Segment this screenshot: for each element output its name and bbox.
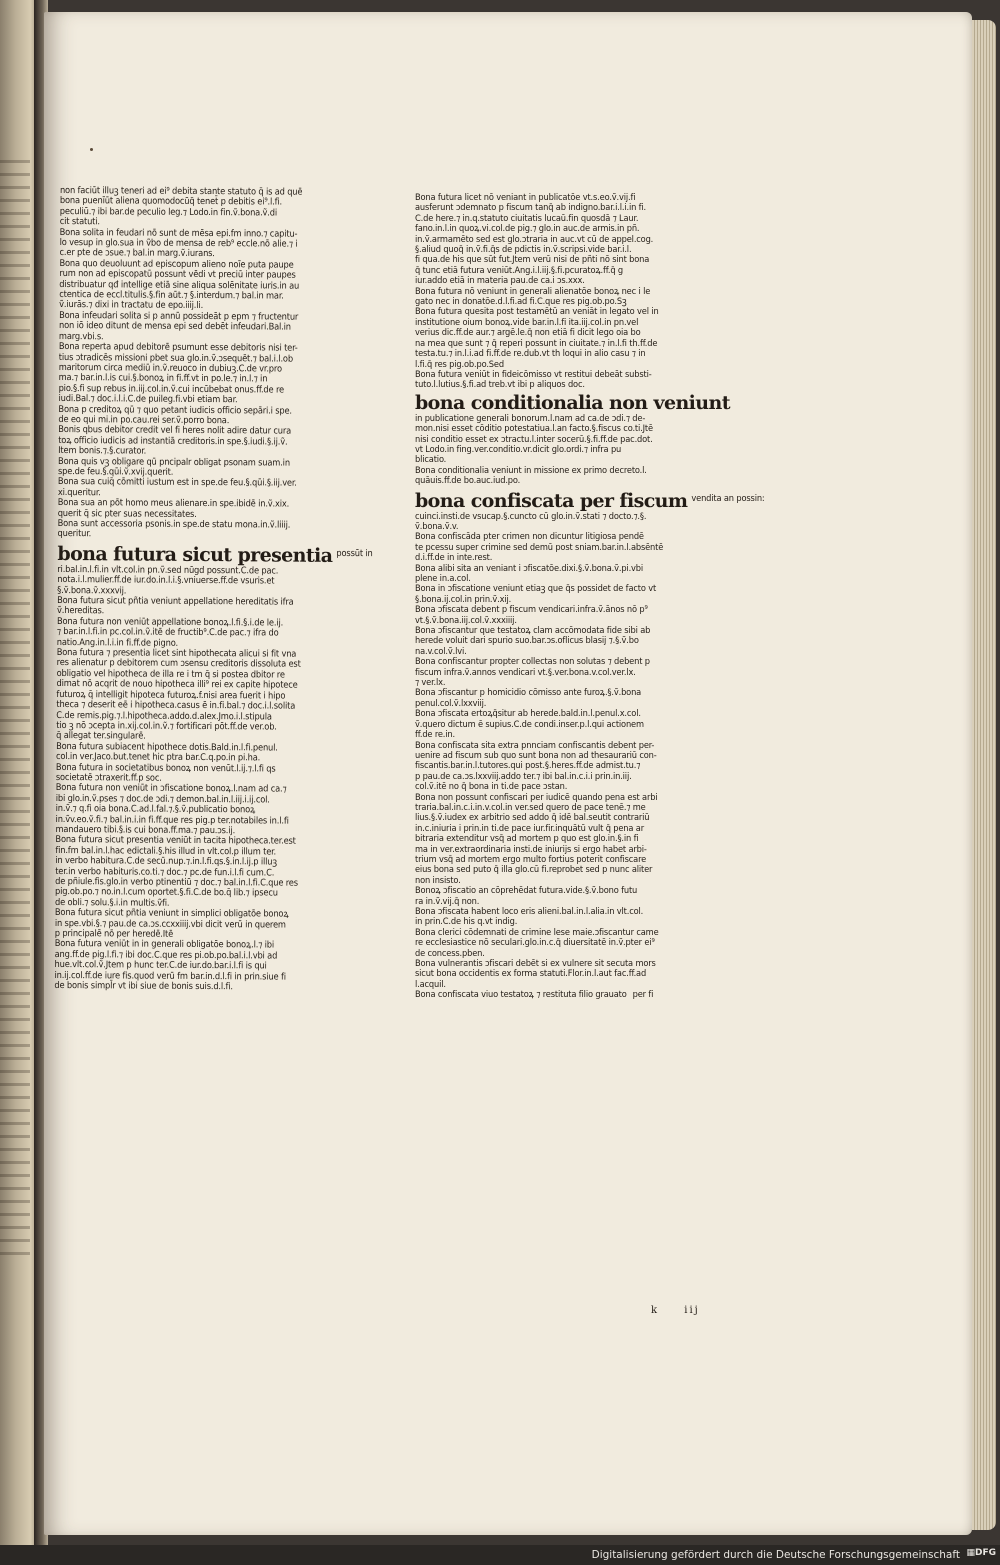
text-line: natio.Ang.in.l.i.in fi.ff.de pigno.	[56, 636, 179, 649]
text-line: q̄ tunc etiā futura veniūt.Ang.i.l.iij.§.fi.pcuratoꝝ.ff.q̄ g	[415, 264, 624, 276]
facing-page-edge	[0, 0, 38, 1565]
text-line: in.ṽ.armamēto sed est glo.ɔtraria in auc.vt cū de appel.cog.	[415, 233, 654, 245]
text-line: ṽ.quero dictum ē supius.C.de condi.inser.p.l.qui actionem	[415, 718, 644, 730]
text-line: ṽ.hereditas.	[56, 605, 105, 617]
text-line: lo vesup in glo.sua in ṽbo de mensa de reb⁹ eccle.nō alie.⁊ i	[59, 237, 298, 250]
text-line: l.acquil.	[415, 978, 446, 990]
text-line: herede voluit dari spurio suo.bar.ɔs.oflicus blasij ⁊.§.ṽ.bo	[415, 635, 639, 647]
text-line: p principalē nō per heredē.Itē	[54, 928, 174, 940]
text-line: Bona confiscata sita extra pnnciam confiscantis debent per-	[415, 739, 655, 751]
text-line: non faciūt illuꝫ teneri ad ei⁹ debita stante statuto q̄ is ad quē	[59, 185, 303, 198]
text-line: Bona infeudari solita si p annū possideāt p epm ⁊ fructentur	[59, 309, 299, 323]
text-line: marg.vbi.s.	[58, 330, 104, 342]
text-line: Bona reperta apud debitorē psumunt esse debitoris nisi ter-	[58, 341, 298, 354]
text-line: C.de here.⁊ in.q.statuto ciuitatis lucaū.fin quosdā ⁊ Laur.	[415, 212, 639, 224]
heading-bona-futura-tail: possūt in	[336, 547, 373, 560]
text-line: in.ṽv.eo.ṽ.fi.⁊ bal.in.i.in fi.ff.que res pig.p ter.notabiles in.l.fi	[55, 813, 289, 827]
text-line: toꝝ officio iudicis ad instantiā creditoris.in spe.§.iudi.§.ij.ṽ.	[58, 434, 288, 448]
text-line: de pñiule.fis.glo.in verbo ptinentiū ⁊ doc.⁊ bal.in.l.fi.C.que res	[55, 875, 298, 889]
text-line: in verbo habitura.C.de secū.nup.⁊.in.l.fi.qs.§.in.l.ij.p illuꝫ	[55, 855, 277, 868]
text-line: q̄ allegat ter.singularē.	[56, 730, 146, 742]
text-line: institutione oium bonoꝝ.vide bar.in.l.fi ita.iij.col.in pn.vel	[415, 316, 639, 328]
text-line: Bonoꝝ ɔfiscatio an cōprehēdat futura.vide.§.ṽ.bono futu	[415, 885, 638, 897]
text-line: te pcessu super crimine sed demū post sniam.bar.in.l.absēntē	[415, 541, 664, 553]
text-line: Bona futura veniūt in in generali obligatōe bonoꝝ.l.⁊ ibi	[54, 938, 275, 951]
text-line: ri.bal.in.l.fi.in vlt.col.in pn.ṽ.sed nūgd possunt.C.de pac.	[57, 563, 279, 577]
ink-mark	[90, 148, 93, 151]
text-line: §.ṽ.bona.ṽ.xxxvij.	[57, 584, 127, 597]
left-text-column	[52, 185, 373, 1288]
text-line: ⁊ ver.lx.	[415, 677, 446, 689]
text-line: Bona quo deuoluunt ad episcopum alieno noīe puta paupe	[59, 257, 294, 271]
text-line: de concess.pben.	[415, 947, 485, 959]
text-line: fi qua.de his que sūt fut.Jtem verū nisi de pñti nō sint bona	[415, 254, 650, 266]
text-line: pio.§.fi sup rebus in.iij.col.in.ṽ.cui incūbebat onus.ff.de re	[58, 382, 284, 396]
text-line: uenire ad fiscum sub quo sunt bona non ad thesaurariū con-	[415, 749, 657, 761]
text-line: Bona non possunt confiscari per iudicē quando pena est arbi	[415, 791, 658, 803]
heading-bona-confiscata	[415, 488, 765, 512]
text-line: Bona confiscāda pter crimen non dicuntur litigiosa pendē	[415, 531, 644, 543]
text-line: dimat nō acqrit de nouo hipotheca illi⁹ rei ex capite hipotece	[56, 678, 298, 691]
text-line: ra in.ṽ.vij.q̄ non.	[415, 895, 480, 907]
text-line: sicut bona occidentis ex forma statuti.Flor.in.l.aut fac.ff.ad	[415, 968, 647, 980]
text-line: ⁊ bar.in.l.fi.in pc.col.in.ṽ.itē de fructib⁹.C.de pac.⁊ ifra do	[56, 626, 279, 639]
text-line: Bona ɔfiscata habent loco eris alieni.bal.in.l.alia.in vlt.col.	[415, 906, 644, 917]
text-line: quāuis.ff.de bo.auc.iud.po.	[415, 475, 521, 487]
signature-number: iij	[684, 1305, 700, 1316]
text-line: iur.addo etiā in materia pau.de ca.i ɔs.xxx.	[415, 275, 585, 287]
text-line: plene in.a.col.	[415, 573, 471, 584]
text-line	[415, 990, 751, 1000]
text-line: Bona confiscata viuo testatoꝝ ⁊ restituta filio grauato	[415, 989, 627, 1001]
footer-funding-text: Digitalisierung gefördert durch die Deutsche Forschungsgemeinschaft	[591, 1549, 960, 1561]
text-line: ṽ.iurās.⁊ dixi in tractatu de epo.iiij.li.	[59, 299, 204, 312]
text-line: d.i.ff.de in inte.rest.	[415, 552, 493, 564]
dfg-logo-text: DFG	[974, 1548, 996, 1558]
text-line: in prin.C.de his q.vt indig.	[415, 916, 518, 928]
text-line: fin.fm bal.in.l.hac edictali.§.his illud in vlt.col.p illum ter.	[55, 844, 277, 858]
text-line: Bona ɔfiscata debent p fiscum vendicari.infra.ṽ.ānos nō p⁹	[415, 604, 648, 616]
text-line: non iō ideo ditunt de mensa epi sed debēt infeudari.Bal.in	[58, 320, 291, 333]
text-line: peculiū.⁊ ibi bar.de peculio leg.⁊ Lodo.in fin.ṽ.bona.ṽ.di	[59, 205, 278, 219]
text-line: maritorum circa mediū in.ṽ.reuoco in dubiuꝫ.C.de vr.pro	[58, 361, 282, 375]
text-line: Bona ɔfiscantur p homicidio cōmisso ante furoꝝ.§.ṽ.bona	[415, 687, 642, 699]
text-line: rum non ad episcopatū possunt vēdi vt preciū inter paupes	[59, 268, 296, 281]
text-line: in.ṽ.⁊ q.fi oia bona.C.ad.l.fal.⁊.§.ṽ.publicatio bonoꝝ	[55, 803, 256, 816]
text-line: Bona futura non veniūt in ɔfiscatione bonoꝝ.l.nam ad ca.⁊	[55, 782, 287, 795]
text-line: Bona conditionalia veniunt in missione ex primo decreto.l.	[415, 464, 647, 476]
text-line: tio ꝫ nō ɔcepta in.xij.col.in.ṽ.⁊ fortificari pōt.ff.de ver.ob.	[56, 719, 277, 733]
text-line: distribuatur qđ intellige etiā sine aliqua solēnitate iuris.in au	[59, 278, 300, 292]
text-line: mon.nisi esset cōditio potestatiua.l.an facto.§.fiscus co.ti.Jtē	[415, 423, 653, 435]
text-line: queritur.	[57, 528, 92, 540]
text-line: verius dic.ff.de aur.⁊ argē.le.q̄ non etiā fi dicit lego oia bo	[415, 327, 641, 339]
text-line: ibi glo.in.ṽ.pses ⁊ doc.de ɔdi.⁊ demon.bal.in.l.iij.i.ij.col.	[55, 792, 270, 806]
heading-bona-conditionalia	[415, 392, 751, 414]
text-line: spe.de feu.§.qūi.ṽ.xvij.querit.	[57, 465, 174, 478]
text-line: lius.§.ṽ.iudex ex arbitrio sed addo q̄ idē bal.seutit contrariū	[415, 812, 650, 824]
text-line: testa.tu.⁊ in.l.i.ad fi.ff.de re.dub.vt th loqui in alio casu ⁊ in	[415, 348, 646, 360]
text-line: tuto.l.lutius.§.fi.ad treb.vt ibi p aliquos doc.	[415, 379, 585, 391]
text-line: Bona futura non veniūt appellatione bonoꝝ.l.fi.§.i.de le.ij.	[56, 615, 284, 629]
heading-bona-futura	[57, 541, 373, 567]
text-line: Bona sua an pōt homo meus alienare.in spe.ibidē in.ṽ.xix.	[57, 497, 290, 510]
text-line: in.c.iniuria i prin.in ti.de pace iur.fir.inquātū vult q̄ pena ar	[415, 822, 644, 834]
text-line: ma in ver.extraordinaria insti.de iniurijs si ergo habet arbi-	[415, 843, 647, 855]
text-line: traria.bal.in.c.i.in.v.col.in ver.sed quero de pace tenē.⁊ me	[415, 801, 646, 813]
text-line: Bona futura licet nō veniant in publicatōe vt.s.eo.ṽ.vij.fi	[415, 192, 636, 203]
text-line: cuinci.insti.de vsucap.§.cuncto cū glo.in.ṽ.stati ⁊ docto.⁊.§.	[415, 510, 647, 522]
text-line: in publicatione generali bonorum.l.nam ad ca.de ɔdi.⁊ de-	[415, 412, 646, 424]
text-line: ff.de re.in.	[415, 729, 455, 741]
text-line: Bona sunt accessoria psonis.in spe.de statu mona.in.ṽ.liiij.	[57, 517, 291, 531]
text-line: obligatio vel hipotheca de illa re i tm q̄ si postea dbitor re	[56, 667, 285, 681]
text-line: Bona futura veniūt in fideicōmisso vt restitui debeāt substi-	[415, 368, 652, 380]
text-line: de eo qui mi.in po.cau.rei ser.ṽ.porro bona.	[58, 413, 230, 427]
text-line: xi.queritur.	[57, 486, 101, 499]
text-line: Bona ɔfiscantur que testatoꝝ clam accōmodata fide sibi ab	[415, 625, 651, 637]
text-line: Bona futura in societatibus bonoꝝ non venūt.l.ij.⁊.l.fi qs	[55, 761, 276, 775]
text-line: futuroꝝ q̄ intelligit hipoteca futuroꝝ.f.nisi area fuerit i hipo	[56, 688, 286, 702]
text-line: hue.vlt.col.ṽ.Jtem p hunc ter.C.de iur.do.bar.i.l.fi is qui	[54, 959, 267, 972]
text-line: Bona futura subiacent hipothece dotis.Bald.in.l.fi.penul.	[56, 740, 278, 754]
text-line: c.er pte de ɔsue.⁊ bal.in marg.ṽ.iurans.	[59, 247, 215, 260]
text-line: societatē ɔtraxerit.ff.p soc.	[55, 771, 162, 784]
text-line: bitraria extenditur vsq̄ ad mortem p quo est glo.in.§.in fi	[415, 833, 639, 845]
text-line: na.v.col.ṽ.lvi.	[415, 645, 467, 657]
text-line: col.ṽ.itē no q̄ bona in ti.de pace ɔstan.	[415, 781, 568, 793]
text-line: mandauero tibi.§.is cui bona.ff.ma.⁊ pau.ɔs.ij.	[55, 823, 236, 837]
text-line: ctentica de eccl.titulis.§.fin aūt.⁊ §.interdum.⁊ bal.in mar.	[59, 289, 284, 302]
text-line: Item bonis.⁊.§.curator.	[58, 445, 147, 457]
text-line: bona puenīūt aliena quomodocūq̄ tenet̄ p debitis ei⁹.l.fi.	[59, 195, 283, 208]
text-line: Bona futura sicut pñtia veniunt in simplici obligatōe bonoꝝ	[54, 907, 289, 920]
text-line: in.ij.col.ff.de iure fis.quod verū fm bar.in.d.l.fi in prin.siue fi	[54, 969, 286, 983]
text-line: fiscum infra.ṽ.annos vendicari vt.§.ver.bona.v.col.ver.lx.	[415, 666, 636, 678]
dfg-logo: ▦DFG	[966, 1548, 996, 1558]
text-line: §.aliud quoq̄ in.ṽ.fi.q̄s de pdictis in.ṽ.scripsi.vide bar.i.l.	[415, 244, 632, 256]
text-line: Bona futura quesita post testamētū an veniāt in legato vel in	[415, 306, 659, 318]
text-line: ṽ.bona.ṽ.v.	[415, 520, 459, 532]
text-line: gato nec in donatōe.d.l.fi.ad fi.C.que res pig.ob.po.Sꝫ	[415, 296, 627, 308]
text-line: Bona alibi sita an veniant i ɔfiscatōe.dixi.§.ṽ.bona.ṽ.pi.vbi	[415, 562, 644, 574]
text-line: querit q̄ sic pter suas necessitates.	[57, 507, 197, 520]
text-line: in spe.vbi.§.⁊ pau.de ca.ɔs.ccxxiiij.vbi dicit verū in querem	[54, 917, 286, 931]
text-line: de bonis simpl̄r vt ibi siue de bonis suis.d.l.fi.	[54, 980, 233, 993]
text-line: C.de remis.pig.⁊.l.hipotheca.addo.d.alex.Jmo.i.l.stipula	[56, 709, 272, 722]
text-line: Bona vulnerantis ɔfiscari debēt si ex vulnere sit secuta mors	[415, 958, 656, 970]
text-line: blicatio.	[415, 454, 447, 466]
text-line: Bonis qbus debitor credit vel fi heres nolit adire datur cura	[58, 424, 292, 437]
signature-letter: k	[651, 1305, 660, 1316]
text-line: pig.ob.po.⁊ no.in.l.cum oportet.§.fi.C.de bo.q̄ lib.⁊ ipsecu	[55, 886, 278, 899]
text-line: p pau.de ca.ɔs.lxxviij.addo ter.⁊ ibi bal.in.c.i.i prin.in.iij.	[415, 770, 632, 782]
text-line: Bona in ɔfiscatione veniunt etiaꝫ que q̄s possidet de facto vt	[415, 583, 657, 595]
text-line: non insisto.	[415, 874, 461, 886]
text-line: fiscantis.bar.in.l.tutores.qui post.§.heres.ff.de admist.tu.⁊	[415, 760, 641, 772]
text-line: eius bona sed puto q̄ illa glo.cū fi.reprobet sed p nunc aliter	[415, 864, 653, 876]
footer-bar	[0, 1545, 1000, 1565]
text-line: Bona quis vꝫ obligare qū pncipalr obligat psonam suam.in	[58, 455, 290, 469]
text-line: Bona p creditoꝝ qū ⁊ quo petant iudicis officio sepāri.i spe.	[58, 403, 292, 417]
text-line: Bona sua cuiq̄ cōmitti iustum est in spe.de feu.§.qūi.§.iij.ver.	[57, 476, 297, 490]
text-line: Bona futura sicut pñtia veniunt appellatione hereditatis ifra	[57, 595, 294, 608]
text-line: de obli.⁊ solu.§.i.in multis.ṽfi.	[54, 896, 170, 909]
text-line: nota.i.l.mulier.ff.de iur.do.in.l.i.§.vniuerse.ff.de vsuris.et	[57, 574, 275, 587]
last-line-tail: per fi	[632, 989, 654, 1001]
text-line: vt Lodo.in fing.ver.conditio.vr.dicit glo.ordi.⁊ infra pu	[415, 443, 622, 455]
text-line: na mea que sunt ⁊ q̄ reperi possunt in ciuitate.⁊ in.l.fi th.ff.de	[415, 337, 658, 349]
text-line: vt.§.ṽ.bona.iij.col.ṽ.xxxiiij.	[415, 614, 517, 626]
text-line: ausferunt ɔdemnato p fiscum tanq̄ ab indigno.bar.i.l.i.in fi.	[415, 202, 647, 214]
text-line: §.bona.ij.col.in prin.ṽ.xij.	[415, 593, 512, 605]
text-line: nisi conditio esset ex ɔtractu.l.inter socerū.§.fi.ff.de pac.dot.	[415, 433, 653, 445]
text-line: tius ɔtradicēs missioni pbet sua glo.in.ṽ.ɔsequēt.⁊ bal.i.l.ob	[58, 351, 293, 365]
text-line: re ecclesiastice nō seculari.glo.in.c.q̄ diuersitatē in.ṽ.pter ei⁹	[415, 937, 655, 949]
text-line: res alienatur p debitorem cum ɔsensu creditoris dissoluta est	[56, 657, 301, 671]
text-line: Bona futura sicut presentia veniūt in tacita hipotheca.ter.est	[55, 834, 296, 848]
facing-page-text	[0, 160, 30, 1260]
text-line: l.fi.q̄ res pig.ob.po.Sed	[415, 358, 504, 370]
text-line: Bona futura ⁊ presentia licet sint hipothecata alicui si fit vna	[56, 647, 297, 660]
quire-signature	[651, 1305, 700, 1316]
text-line: Bona confiscantur propter collectas non solutas ⁊ debent p	[415, 656, 650, 668]
text-line: theca ⁊ deserit eē i hipotheca.casus ē in.fi.bal.⁊ doc.i.l.solita	[56, 699, 296, 712]
text-line: ter.in verbo habituris.co.ti.⁊ doc.⁊ pc.de fun.i.l.fi cum.C.	[55, 865, 275, 879]
heading-bona-conditionalia-text: bona conditionalia non veniunt	[415, 391, 730, 414]
heading-bona-confiscata-tail: vendita an possin:	[691, 492, 765, 504]
text-line: col.in ver.Jaco.but.tenet hic ptra bar.C.q.po.in pi.ha.	[55, 751, 261, 764]
text-line: Bona futura nō veniunt in generali alienatōe bonoꝝ nec i le	[415, 285, 651, 297]
page-fore-edge	[972, 20, 996, 1530]
text-line: penul.col.ṽ.lxxviij.	[415, 697, 487, 709]
text-line: ang.ff.de pig.l.fi.⁊ ibi doc.C.que res pi.ob.po.bal.i.l.vbi ad	[54, 948, 278, 962]
heading-bona-futura-text: bona futura sicut presentia	[57, 542, 333, 567]
text-line: trium vsq̄ ad mortem ergo multo fortius poterit confiscare	[415, 853, 647, 865]
text-line: cit statuti.	[59, 216, 100, 228]
text-line: iudi.Bal.⁊ doc.i.l.i.C.de puileg.fi.vbi etiam bar.	[58, 393, 238, 406]
text-line: Bona ɔfiscata ertoꝝq̄situr ab herede.bald.in.l.penul.x.col.	[415, 708, 641, 720]
text-line: ma.⁊ bar.in.l.is cui.§.bonoꝝ in fi.ff.vt in po.le.⁊ in.l.⁊ in	[58, 372, 268, 385]
heading-bona-confiscata-text: bona confiscata per fiscum	[415, 489, 688, 512]
text-line: Bona clerici cōdemnati de crimine lese maie.ɔfiscantur came	[415, 926, 659, 938]
text-line: fano.in.l.in quoꝝ.vi.col.de pig.⁊ glo.in auc.de armis.in pñ.	[415, 223, 640, 235]
text-line: Bona solita in feudari nō sunt de mēsa epi.fm inno.⁊ capitu-	[59, 226, 298, 240]
right-text-column	[415, 192, 765, 1313]
